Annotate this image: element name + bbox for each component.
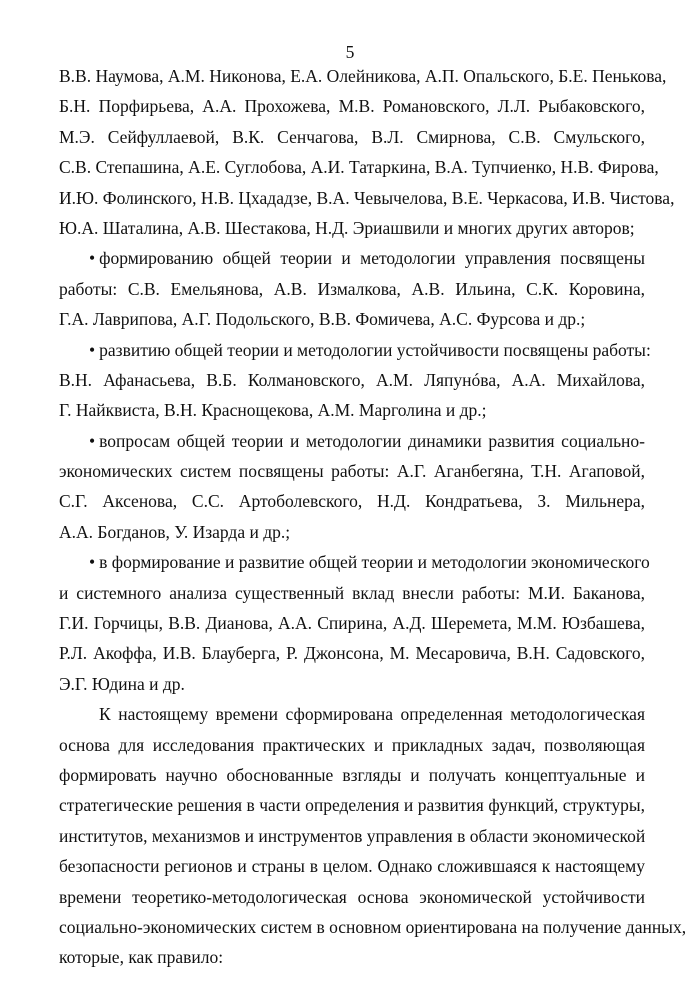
text-line: Э.Г. Юдина и др.: [59, 673, 185, 694]
text-line: Г.И. Горчицы, В.В. Дианова, А.А. Спирина, А.Д. Шеремета, М.М. Юзбашева,: [59, 613, 645, 634]
text-line: формировать научно обоснованные взгляды и получать концептуальные и: [59, 764, 645, 785]
bullet-icon: •: [89, 552, 96, 573]
text-line: работы: С.В. Емельянова, А.В. Измалкова, А.В. Ильина, С.К. Коровина,: [59, 278, 645, 299]
text-line: Ю.А. Шаталина, А.В. Шестакова, Н.Д. Эриашвили и многих других авторов;: [59, 217, 635, 238]
text-line: Г.А. Лаврипова, А.Г. Подольского, В.В. Фомичева, А.С. Фурсова и др.;: [59, 309, 586, 330]
paragraph-first-line: К настоящему времени сформирована определенная методологическая: [99, 704, 645, 725]
text-line: которые, как правило:: [59, 947, 224, 968]
text-line: стратегические решения в части определения и развития функций, структуры,: [59, 795, 645, 816]
text-line: экономических систем посвящены работы: А.Г. Аганбегяна, Т.Н. Агаповой,: [59, 461, 645, 482]
text-line: институтов, механизмов и инструментов управления в области экономической: [59, 825, 646, 846]
text-line: Б.Н. Порфирьева, А.А. Прохожева, М.В. Романовского, Л.Л. Рыбаковского,: [59, 96, 645, 117]
text-line: И.Ю. Фолинского, Н.В. Цхададзе, В.А. Чевычелова, В.Е. Черкасова, И.В. Чистова,: [59, 187, 675, 208]
text-line: С.Г. Аксенова, С.С. Артоболевского, Н.Д. Кондратьева, З. Мильнера,: [59, 491, 645, 512]
text-line: вопросам общей теории и методологии динамики развития социально-: [99, 430, 645, 451]
text-line: основа для исследования практических и прикладных задач, позволяющая: [59, 734, 645, 755]
bullet-item-4: [59, 547, 650, 577]
bullet-item-1: [59, 243, 645, 273]
text-line: В.В. Наумова, А.М. Никонова, Е.А. Олейникова, А.П. Опальского, Б.Е. Пенькова,: [59, 66, 667, 86]
text-line: Р.Л. Акоффа, И.В. Блауберга, Р. Джонсона, М. Месаровича, В.Н. Садовского,: [59, 643, 645, 664]
text-line: развитию общей теории и методологии устойчивости посвящены работы:: [99, 339, 651, 360]
bullet-icon: •: [89, 248, 96, 269]
text-line: В.Н. Афанасьева, В.Б. Колмановского, А.М. Ляпунóва, А.А. Михайлова,: [59, 369, 645, 390]
text-line: формированию общей теории и методологии управления посвящены: [99, 248, 645, 269]
bullet-icon: •: [89, 430, 96, 451]
bullet-item-3: [59, 426, 645, 456]
text-line: А.А. Богданов, У. Изарда и др.;: [59, 521, 291, 542]
text-line: Г. Найквиста, В.Н. Краснощекова, А.М. Марголина и др.;: [59, 400, 487, 421]
text-line: в формирование и развитие общей теории и методологии экономического: [99, 552, 650, 573]
bullet-icon: •: [89, 339, 96, 360]
body-text: [59, 61, 687, 973]
page-number: 5: [345, 42, 355, 62]
text-line: социально-экономических систем в основном ориентирована на получение данных,: [59, 916, 687, 937]
text-line: С.В. Степашина, А.Е. Суглобова, А.И. Татаркина, В.А. Тупчиенко, Н.В. Фирова,: [59, 157, 659, 178]
text-line: времени теоретико-методологическая основа экономической устойчивости: [59, 886, 645, 907]
text-line: безопасности регионов и страны в целом. Однако сложившаяся к настоящему: [59, 856, 645, 877]
text-line: и системного анализа существенный вклад внесли работы: М.И. Баканова,: [59, 582, 645, 603]
text-line: М.Э. Сейфуллаевой, В.К. Сенчагова, В.Л. Смирнова, С.В. Смульского,: [59, 126, 645, 147]
bullet-item-2: [59, 335, 651, 365]
